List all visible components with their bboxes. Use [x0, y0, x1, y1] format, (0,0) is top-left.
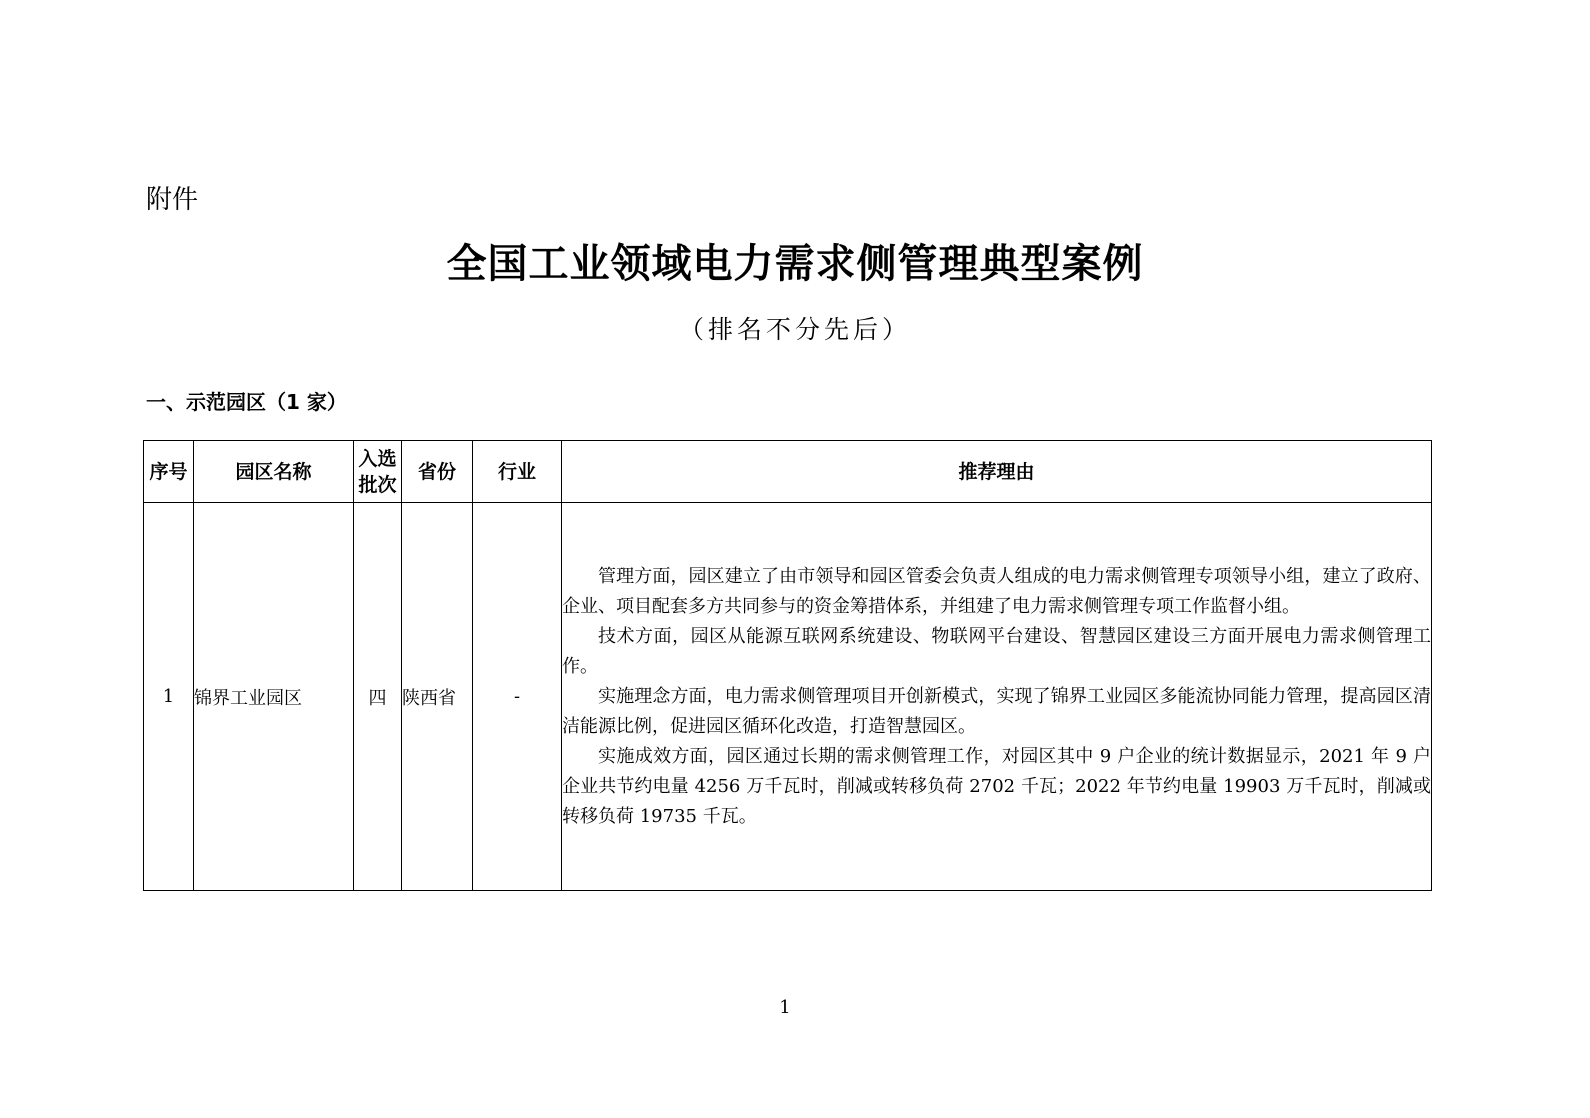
header-batch	[354, 441, 402, 503]
cases-table	[143, 440, 1432, 891]
header-industry: 行业	[473, 441, 562, 503]
cell-reason	[562, 503, 1432, 891]
header-province: 省份	[402, 441, 473, 503]
header-reason: 推荐理由	[562, 441, 1432, 503]
page-title: 全国工业领域电力需求侧管理典型案例	[446, 240, 1144, 287]
header-park-name: 园区名称	[194, 441, 354, 503]
table-header-row	[144, 441, 1432, 503]
page-number: 1	[779, 997, 791, 1018]
cell-index: 1	[144, 503, 194, 891]
cell-batch: 四	[354, 503, 402, 891]
section-heading: 一、示范园区（1 家）	[146, 390, 347, 414]
table-row	[144, 503, 1432, 891]
header-batch-line1: 入选	[358, 447, 397, 470]
attachment-label: 附件	[146, 185, 199, 215]
page-subtitle: （排名不分先后）	[678, 315, 911, 344]
cell-province: 陕西省	[402, 503, 473, 891]
header-batch-line2: 批次	[358, 473, 397, 496]
reason-management: 管理方面，园区建立了由市领导和园区管委会负责人组成的电力需求侧管理专项领导小组，建立了政府、企业、项目配套多方共同参与的资金筹措体系，并组建了电力需求侧管理专项工作监督小组。	[562, 565, 1431, 617]
cell-industry: -	[473, 503, 562, 891]
reason-concept: 实施理念方面，电力需求侧管理项目开创新模式，实现了锦界工业园区多能流协同能力管理，提高园区清洁能源比例，促进园区循环化改造，打造智慧园区。	[562, 685, 1431, 737]
reason-results: 实施成效方面，园区通过长期的需求侧管理工作，对园区其中 9 户企业的统计数据显示，2021 年 9 户企业共节约电量 4256 万千瓦时，削减或转移负荷 2702 千瓦；2022 年节约电量 19903 万千瓦时，削减或转移负荷 19735 千瓦。	[562, 745, 1431, 827]
cell-park-name: 锦界工业园区	[194, 503, 354, 891]
header-index: 序号	[144, 441, 194, 503]
reason-technology: 技术方面，园区从能源互联网系统建设、物联网平台建设、智慧园区建设三方面开展电力需求侧管理工作。	[562, 625, 1431, 677]
